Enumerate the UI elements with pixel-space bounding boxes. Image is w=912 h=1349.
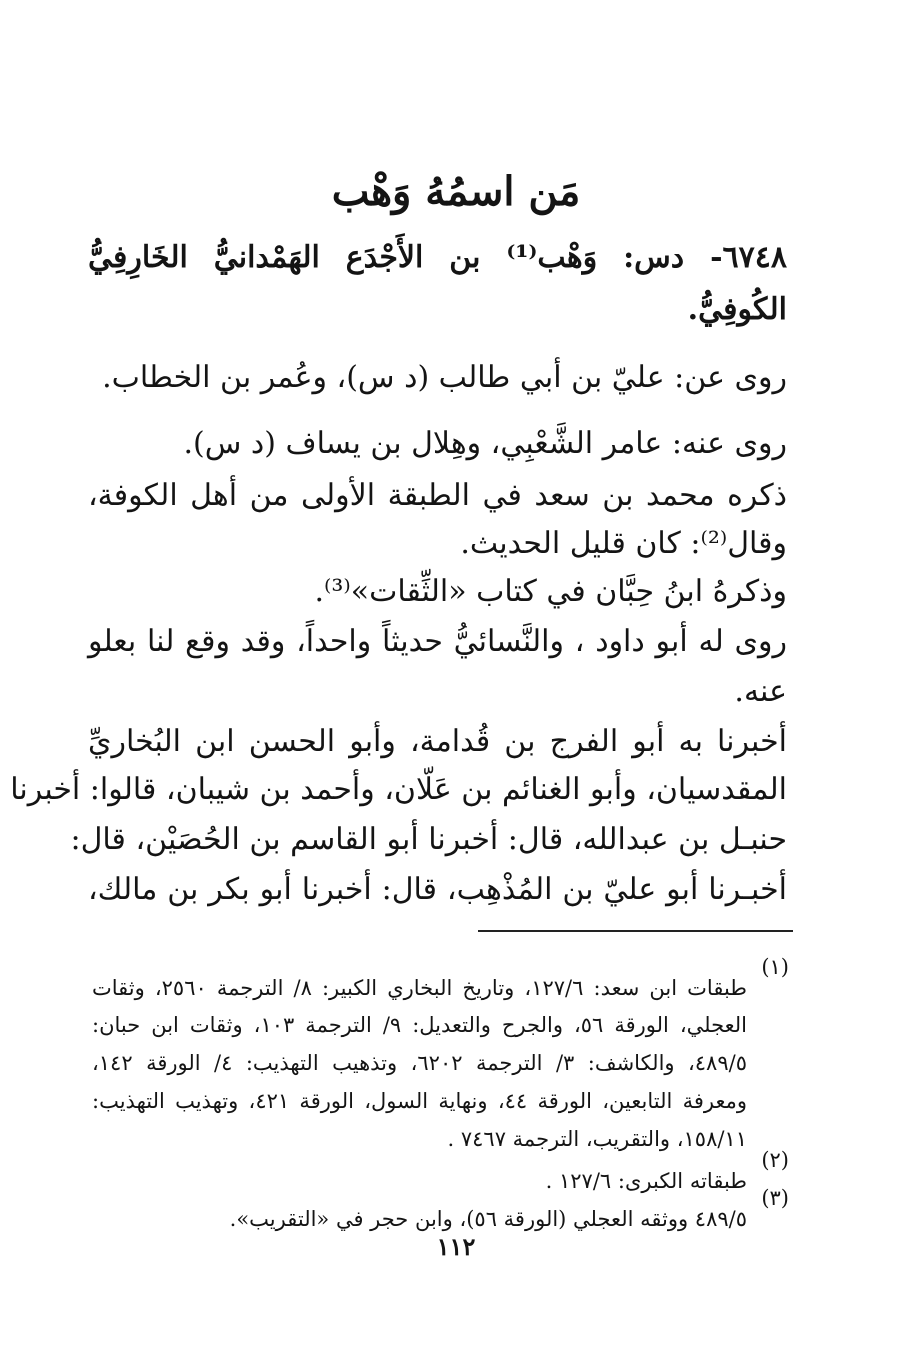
body-line-11: أخبـرنا أبو عليّ بن المُذْهِب، قال: أخبرنا أبو بكر بن مالك،	[88, 872, 787, 907]
body-line-10: حنبـل بن عبدالله، قال: أخبرنا أبو القاسم بن الحُصَيْن، قال:	[70, 822, 787, 857]
body-line-6: روى له أبو داود ، والنَّسائيُّ حديثاً واحداً، وقد وقع لنا بعلو	[88, 624, 787, 659]
section-title: مَن اسمُهُ وَهْب	[331, 168, 581, 215]
footnote-1-line-4: ومعرفة التابعين، الورقة ٤٤، ونهاية السول، الورقة ٤٢١، وتهذيب التهذيب:	[92, 1089, 747, 1113]
footnote-1-number: (١)	[761, 955, 789, 979]
entry-heading-line-2: الكُوفِيُّ.	[687, 292, 787, 327]
body-line-4: وقال⁽²⁾: كان قليل الحديث.	[460, 526, 787, 561]
footnote-separator	[478, 930, 793, 932]
footnote-1-line-2: العجلي، الورقة ٥٦، والجرح والتعديل: ٩/ الترجمة ١٠٣، وثقات ابن حبان:	[92, 1013, 747, 1037]
body-line-7: عنه.	[734, 674, 787, 709]
entry-heading-line-1: ٦٧٤٨- دس: وَهْب⁽¹⁾ بن الأَجْدَع الهَمْدانيُّ الخَارِفِيُّ	[88, 240, 787, 275]
footnote-1-line-3: ٤٨٩/٥، والكاشف: ٣/ الترجمة ٦٢٠٢، وتذهيب التهذيب: ٤/ الورقة ١٤٢،	[92, 1051, 747, 1075]
footnote-1-line-1: طبقات ابن سعد: ١٢٧/٦، وتاريخ البخاري الكبير: ٨/ الترجمة ٢٥٦٠، وثقات	[92, 976, 748, 1000]
footnote-1-line-5: ١٥٨/١١، والتقريب، الترجمة ٧٤٦٧ .	[447, 1127, 747, 1151]
body-line-3: ذكره محمد بن سعد في الطبقة الأولى من أهل الكوفة،	[88, 478, 787, 513]
body-line-8: أخبرنا به أبو الفرج بن قُدامة، وأبو الحسن ابن البُخاريِّ	[88, 724, 787, 759]
footnote-3-number: (٣)	[761, 1186, 789, 1210]
footnote-2-line-1: طبقاته الكبرى: ١٢٧/٦ .	[545, 1169, 747, 1193]
footnote-2-number: (٢)	[761, 1148, 789, 1172]
body-line-1: روى عن: عليّ بن أبي طالب (د س)، وعُمر بن الخطاب.	[102, 360, 787, 395]
body-line-9: المقدسيان، وأبو الغنائم بن عَلّان، وأحمد بن شيبان، قالوا: أخبرنا	[10, 772, 787, 807]
page-number: ١١٢	[436, 1232, 476, 1261]
body-line-2: روى عنه: عامر الشَّعْبِي، وهِلال بن يساف (د س).	[183, 426, 787, 461]
body-line-5: وذكرهُ ابنُ حِبَّان في كتاب «الثِّقات»⁽³⁾.	[314, 574, 787, 609]
footnote-3-line-1: ٤٨٩/٥ ووثقه العجلي (الورقة ٥٦)، وابن حجر في «التقريب».	[229, 1207, 747, 1231]
